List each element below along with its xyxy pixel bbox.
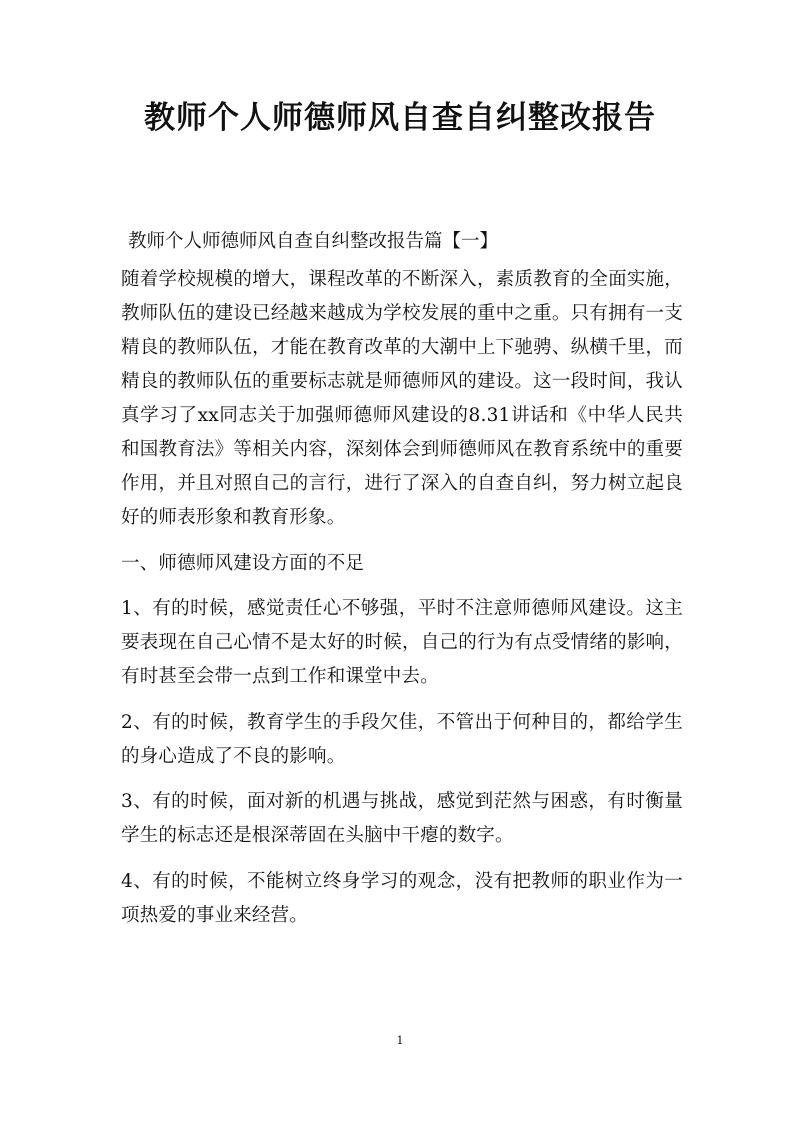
- paragraph-subheading: 一、师德师风建设方面的不足: [121, 552, 365, 574]
- document-body: [121, 225, 683, 944]
- paragraph-item-2: 2、有的时候，教育学生的手段欠佳，不管出于何种目的，都给学生的身心造成了不良的影响。: [121, 711, 683, 767]
- paragraph-item-4: 4、有的时候，不能树立终身学习的观念，没有把教师的职业作为一项热爱的事业来经营。: [121, 870, 683, 926]
- paragraph-item-3: 3、有的时候，面对新的机遇与挑战，感觉到茫然与困惑，有时衡量学生的标志还是根深蒂固在头脑中干瘪的数字。: [121, 791, 683, 846]
- paragraph-item-1: 1、有的时候，感觉责任心不够强，平时不注意师德师风建设。这主要表现在自己心情不是太好的时候，自己的行为有点受情绪的影响，有时甚至会带一点到工作和课堂中去。: [121, 598, 683, 687]
- paragraph-intro: 随着学校规模的增大，课程改革的不断深入，素质教育的全面实施，教师队伍的建设已经越来越成为学校发展的重中之重。只有拥有一支精良的教师队伍，才能在教育改革的大潮中上下驰骋、纵横千里，而精良的教师队伍的重要标志就是师德师风的建设。这一段时间，我认真学习了xx同志关于加强师德师风建设的8.31讲话和《中华人民共和国教育法》等相关内容，深刻体会到师德师风在教育系统中的重要作用，并且对照自己的言行，进行了深入的自查自纠，努力树立起良好的师表形象和教育形象。: [121, 269, 683, 528]
- section-heading: 教师个人师德师风自查自纠整改报告篇【一】: [128, 231, 499, 252]
- page-number: 1: [396, 1034, 404, 1047]
- document-title: 教师个人师德师风自查自纠整改报告: [144, 100, 656, 136]
